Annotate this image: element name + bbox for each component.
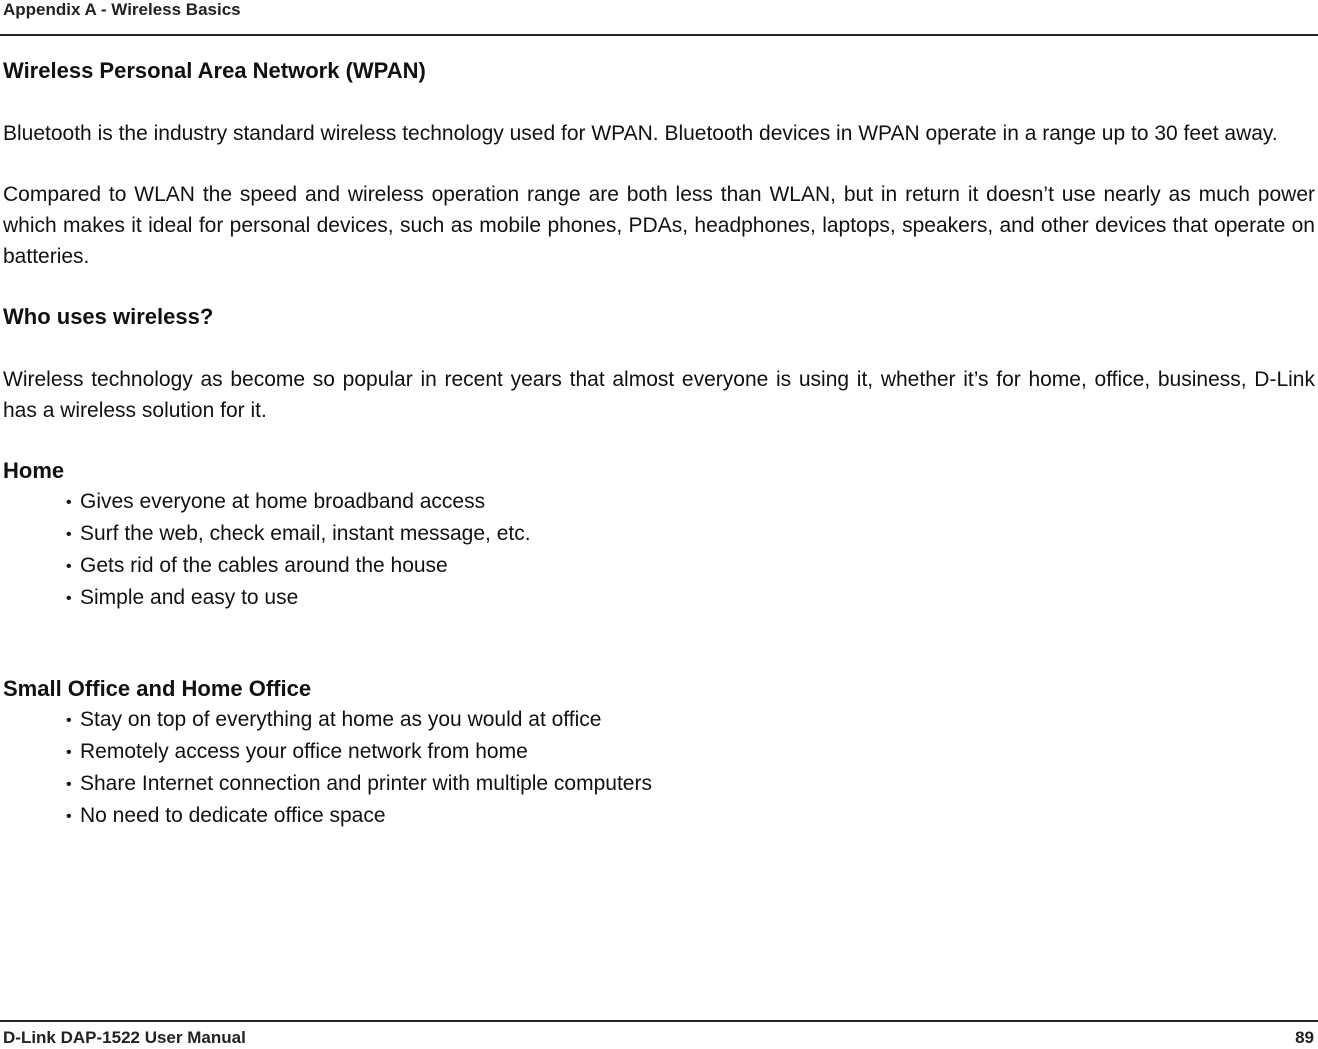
- list-item-text: Gets rid of the cables around the house: [80, 554, 448, 577]
- list-item-text: Share Internet connection and printer with multiple computers: [80, 772, 652, 795]
- home-heading: Home: [3, 458, 65, 483]
- soho-bullet-list: [3, 704, 1315, 832]
- who-uses-paragraph: Wireless technology as become so popular in recent years that almost everyone is using it, whether it’s for home, office, business, D-Link has a wireless solution for it.: [3, 368, 1315, 422]
- list-item: [66, 486, 1315, 518]
- wpan-paragraph-1: Bluetooth is the industry standard wireless technology used for WPAN. Bluetooth devices in WPAN operate in a range up to 30 feet away.: [3, 122, 1278, 145]
- who-uses-heading: Who uses wireless?: [3, 304, 214, 329]
- list-item: [66, 550, 1315, 582]
- list-item-text: Remotely access your office network from home: [80, 740, 528, 763]
- list-item-text: Stay on top of everything at home as you would at office: [80, 708, 602, 731]
- bullet-icon: •: [66, 744, 72, 761]
- list-item: [66, 704, 1315, 736]
- footer-divider: [0, 1020, 1318, 1022]
- list-item: [66, 800, 1315, 832]
- footer-page-number: 89: [1295, 1028, 1314, 1047]
- footer-manual-title: D-Link DAP-1522 User Manual: [3, 1028, 246, 1047]
- wpan-heading: Wireless Personal Area Network (WPAN): [3, 58, 426, 83]
- page-header-title: Appendix A - Wireless Basics: [3, 0, 241, 19]
- list-item-text: Gives everyone at home broadband access: [80, 490, 486, 513]
- bullet-icon: •: [66, 590, 72, 607]
- list-item: [66, 518, 1315, 550]
- bullet-icon: •: [66, 712, 72, 729]
- bullet-icon: •: [66, 526, 72, 543]
- list-item: [66, 582, 1315, 614]
- list-item: [66, 768, 1315, 800]
- home-bullet-list: [3, 486, 1315, 614]
- soho-heading: Small Office and Home Office: [3, 676, 312, 701]
- list-item: [66, 736, 1315, 768]
- list-item-text: Simple and easy to use: [80, 586, 299, 609]
- list-item-text: Surf the web, check email, instant message, etc.: [80, 522, 531, 545]
- list-item-text: No need to dedicate office space: [80, 804, 386, 827]
- page-content: [3, 56, 1315, 832]
- wpan-paragraph-2: Compared to WLAN the speed and wireless operation range are both less than WLAN, but in return it doesn’t use nearly as much power which makes it ideal for personal devices, such as mobile phones, PDAs, headphones, laptops, speakers, and other devices that operate on batteries.: [3, 183, 1315, 268]
- bullet-icon: •: [66, 808, 72, 825]
- header-divider: [0, 34, 1318, 36]
- bullet-icon: •: [66, 776, 72, 793]
- bullet-icon: •: [66, 494, 72, 511]
- bullet-icon: •: [66, 558, 72, 575]
